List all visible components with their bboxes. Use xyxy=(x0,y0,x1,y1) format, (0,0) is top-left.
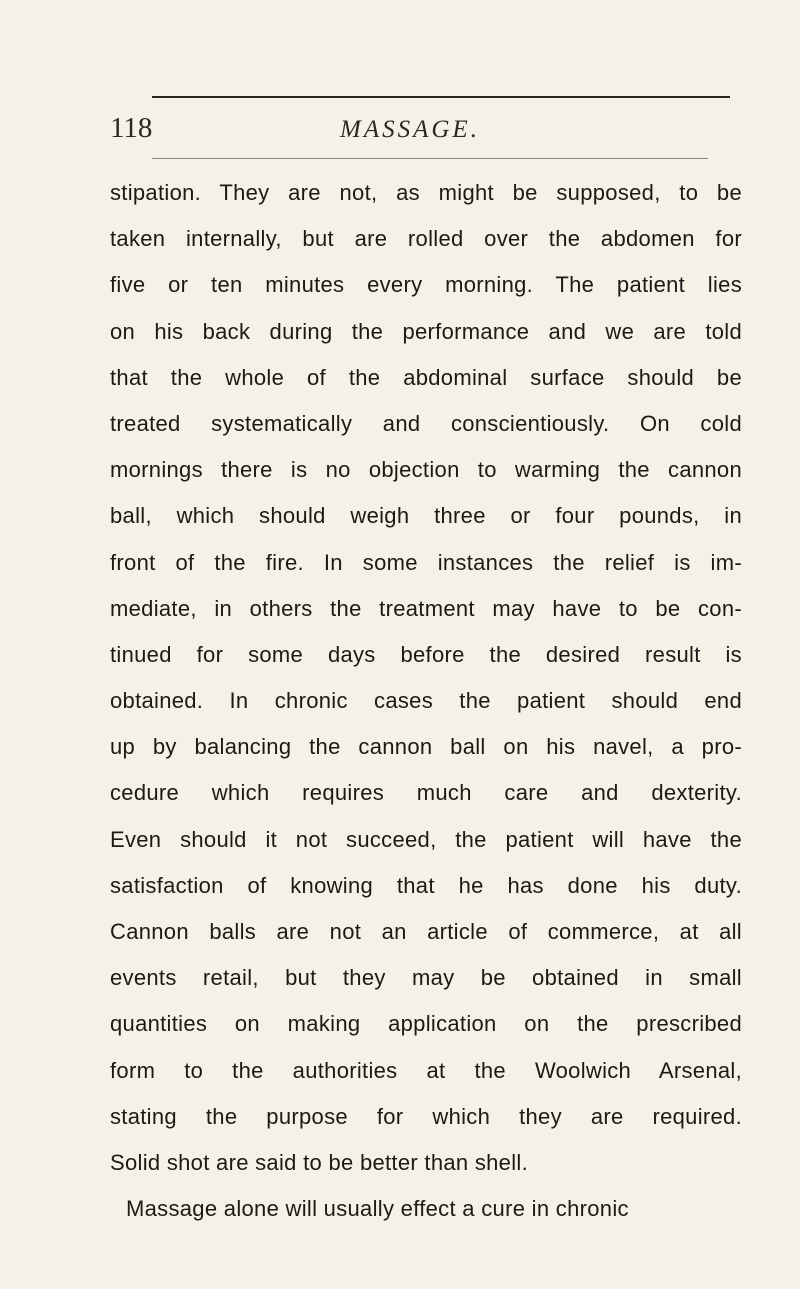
text-line: taken internally, but are rolled over the abdomen for xyxy=(110,226,742,252)
text-line: stating the purpose for which they are required. xyxy=(110,1103,742,1129)
text-line: front of the fire. In some instances the relief is im- xyxy=(110,549,742,575)
running-title: MASSAGE. xyxy=(340,116,480,143)
text-line: Solid shot are said to be better than shell. xyxy=(110,1149,529,1175)
text-line: Cannon balls are not an article of commerce, at all xyxy=(110,919,742,944)
text-line: form to the authorities at the Woolwich Arsenal, xyxy=(110,1057,742,1083)
page-number: 118 xyxy=(110,112,153,144)
header-rule-top xyxy=(152,96,730,98)
text-line: tinued for some days before the desired result is xyxy=(110,641,742,667)
text-line: cedure which requires much care and dexterity. xyxy=(110,780,742,806)
text-line: satisfaction of knowing that he has done his duty. xyxy=(110,872,742,898)
text-line: on his back during the performance and we are told xyxy=(110,318,742,344)
text-line: ball, which should weigh three or four pounds, in xyxy=(110,503,742,529)
text-line: quantities on making application on the prescribed xyxy=(110,1011,742,1037)
text-line: Massage alone will usually effect a cure in chronic xyxy=(126,1196,629,1222)
text-line: treated systematically and conscientiously. On cold xyxy=(110,410,742,436)
header-rule-bottom xyxy=(152,158,708,159)
text-line: five or ten minutes every morning. The patient lies xyxy=(110,272,742,298)
text-line: up by balancing the cannon ball on his navel, a pro- xyxy=(110,734,742,760)
text-line: events retail, but they may be obtained in small xyxy=(110,965,742,991)
text-line: Even should it not succeed, the patient will have the xyxy=(110,826,742,852)
running-head xyxy=(110,108,710,148)
text-line: mornings there is no objection to warming the cannon xyxy=(110,457,742,483)
text-line: that the whole of the abdominal surface should be xyxy=(110,364,742,390)
text-line: obtained. In chronic cases the patient should end xyxy=(110,688,742,714)
text-line: mediate, in others the treatment may have to be con- xyxy=(110,595,742,621)
text-line: stipation. They are not, as might be supposed, to be xyxy=(110,180,742,205)
body-text xyxy=(110,170,742,1232)
